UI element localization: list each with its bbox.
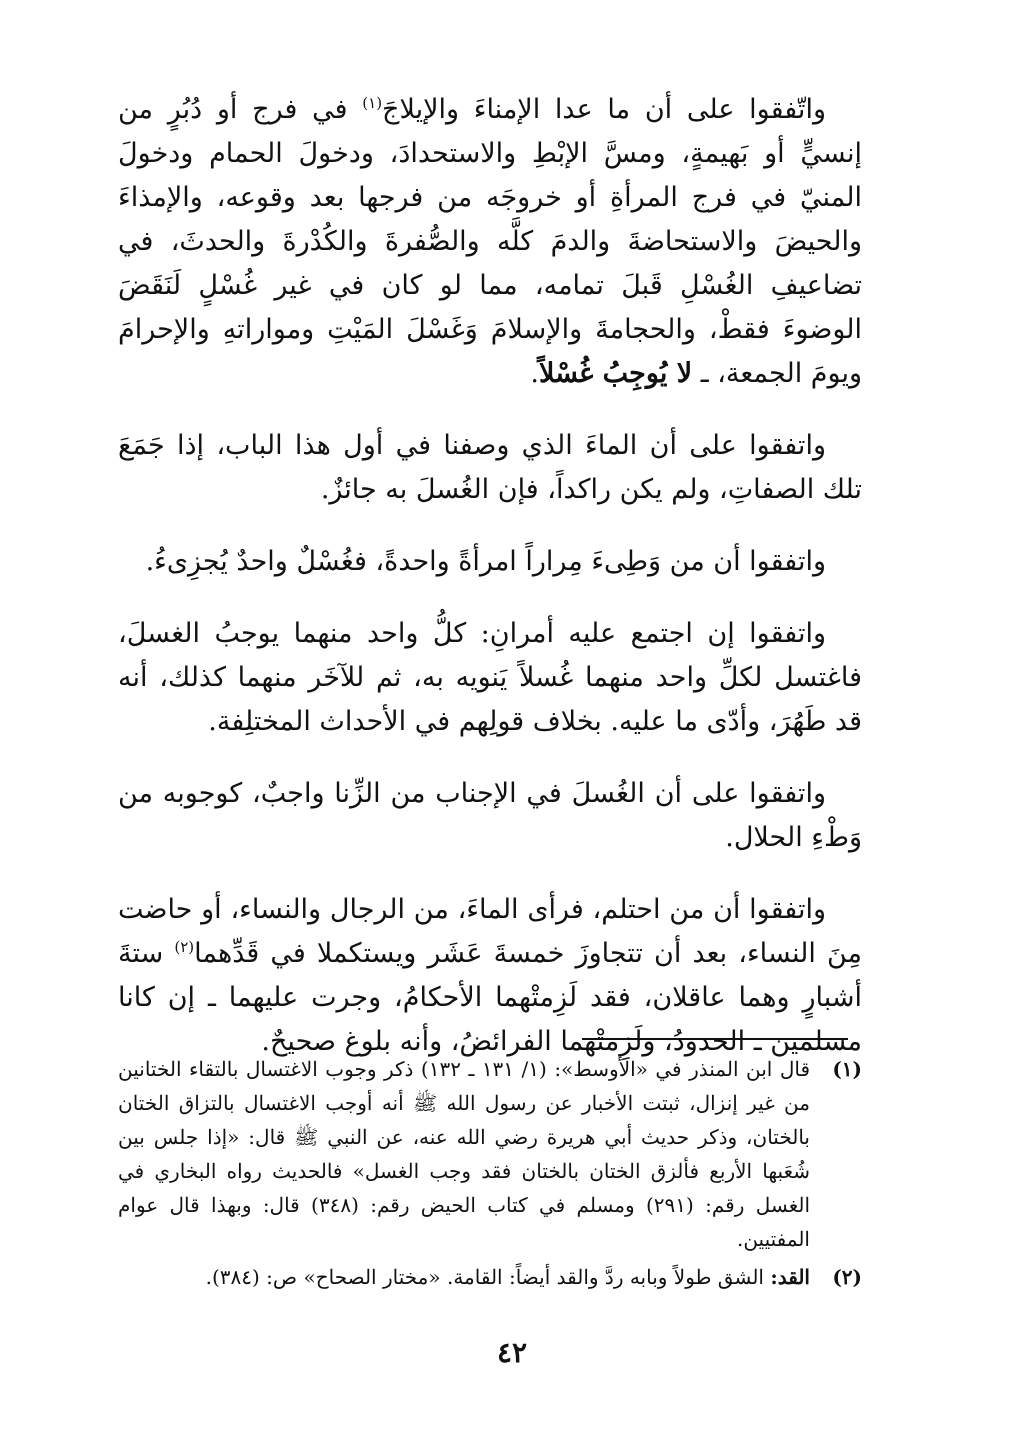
footnote-ref-2[interactable]: (٢) [174, 938, 195, 956]
paragraph-2: واتفقوا على أن الماءَ الذي وصفنا في أول هذا الباب، إذا جَمَعَ تلك الصفاتِ، ولم يكن راكداً، فإن الغُسلَ به جائزٌ. [118, 430, 862, 505]
paragraph-3: واتفقوا أن من وَطِىءَ مِراراً امرأةً واحدةً، فغُسْلٌ واحدٌ يُجزِىءُ. [145, 546, 826, 577]
paragraph-5: واتفقوا على أن الغُسلَ في الإجناب من الزِّنا واجبٌ، كوجوبه من وَطْءِ الحلال. [118, 778, 862, 853]
footnotes [118, 1052, 862, 1298]
footnote-ref-1[interactable]: (١) [362, 94, 383, 112]
footnote-1-number: (١) [832, 1057, 862, 1081]
paragraph-6-text-b: ستةَ أشبارٍ وهما عاقلان، فقد لَزِمتْهما الأحكامُ، وجرت عليهما ـ إن كانا مسلمين ـ الحدودُ، ولَزِمتْهما الفرائضُ، وأنه بلوغ صحيحٌ. [118, 938, 862, 1057]
main-text [118, 88, 862, 1092]
paragraph-6-text-a: واتفقوا أن من احتلم، فرأى الماءَ، من الرجال والنساء، أو حاضت مِنَ النساء، بعد أن تتجاوزَ خمسةَ عَشَر ويستكملا في قَدِّهما [118, 894, 862, 969]
paragraph-1-bold: لا يُوجِبُ غُسْلاً [538, 358, 693, 389]
paragraph-1-end: . [530, 358, 539, 389]
page-number: ٤٢ [496, 1336, 528, 1369]
footnote-2-text: الشق طولاً وبابه ردَّ والقد أيضاً: القامة. «مختار الصحاح» ص: (٣٨٤). [205, 1265, 771, 1289]
footnote-1 [118, 1052, 862, 1256]
footnote-divider [582, 1038, 848, 1040]
footnote-2 [118, 1260, 862, 1294]
paragraph-1 [118, 88, 862, 396]
footnote-1-text: قال ابن المنذر في «الأوسط»: (١/ ١٣١ ـ ١٣٢) ذكر وجوب الاغتسال بالتقاء الختانين من غير إنزال، ثبتت الأخبار عن رسول الله ﷺ أنه أوجب الاغتسال بالتزاق الختان بالختان، وذكر حديث أبي هريرة رضي الله عنه، عن النبي ﷺ قال: «إذا جلس بين شُعَبها الأربع فألزق الختان بالختان فقد وجب الغسل» فالحديث رواه البخاري في الغسل رقم: (٢٩١) ومسلم في كتاب الحيض رقم: (٣٤٨) قال: وبهذا قال عوام المفتيين. [118, 1057, 811, 1251]
footnote-2-term: القد: [770, 1265, 810, 1289]
paragraph-1-text-a: واتّفقوا على أن ما عدا الإمناءَ والإيلاجَ [382, 94, 826, 125]
footnote-2-number: (٢) [832, 1265, 862, 1289]
paragraph-4: واتفقوا إن اجتمع عليه أمرانِ: كلُّ واحد منهما يوجبُ الغسلَ، فاغتسل لكلِّ واحد منهما غُسلاً يَنويه به، ثم للآخَر منهما كذلك، أنه قد طَهُرَ، وأدّى ما عليه. بخلاف قولِهم في الأحداث المختلِفة. [118, 618, 862, 737]
paragraph-1-text-b: في فرج أو دُبُرٍ من إنسيٍّ أو بَهيمةٍ، ومسَّ الإبْطِ والاستحدادَ، ودخولَ الحمام ودخولَ المنيّ في فرج المرأةِ أو خروجَه من فرجها بعد وقوعه، والإمذاءَ والحيضَ والاستحاضةَ والدمَ كلَّه والصُّفرةَ والكُدْرةَ والحدثَ، في تضاعيفِ الغُسْلِ قَبلَ تمامه، مما لو كان في غير غُسْلٍ لَنَقَضَ الوضوءَ فقطْ، والحجامةَ والإسلامَ وَغَسْلَ المَيْتِ ومواراتهِ والإحرامَ ويومَ الجمعة، ـ [118, 94, 862, 389]
